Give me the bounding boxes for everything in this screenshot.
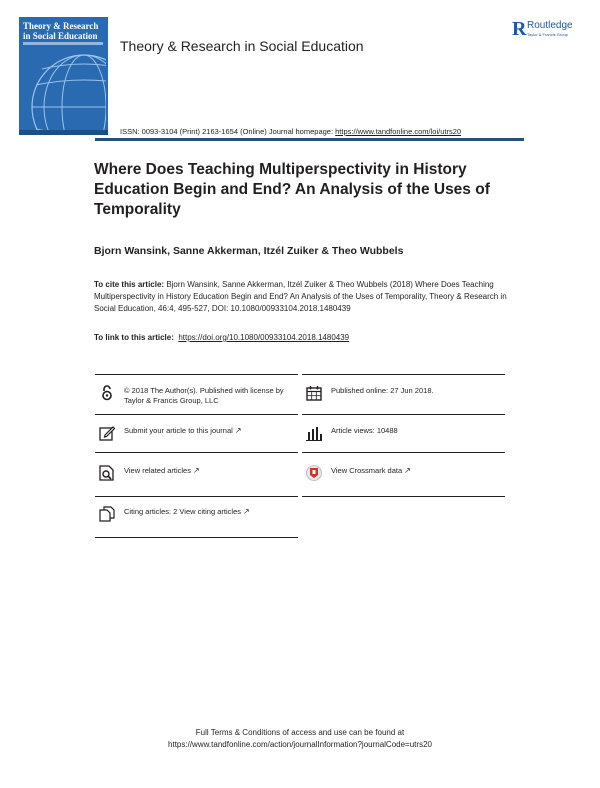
grid-divider xyxy=(95,452,298,453)
grid-divider xyxy=(95,537,298,538)
published-date: Published online: 27 Jun 2018. xyxy=(331,386,434,395)
external-link-icon: ↗ xyxy=(243,507,250,516)
routledge-r-icon: R xyxy=(512,18,527,40)
cover-strip xyxy=(23,42,103,45)
journal-name: Theory & Research in Social Education xyxy=(120,38,364,54)
article-authors: Bjorn Wansink, Sanne Akkerman, Itzél Zuiker & Theo Wubbels xyxy=(94,245,404,257)
grid-divider xyxy=(302,496,505,497)
citation-block xyxy=(94,279,514,315)
grid-divider xyxy=(302,414,505,415)
bar-chart-icon xyxy=(306,425,322,441)
edit-icon xyxy=(99,425,115,441)
citing-label: Citing articles: 2 View citing articles xyxy=(124,507,241,516)
related-label: View related articles xyxy=(124,466,191,475)
grid-divider xyxy=(95,374,298,375)
external-link-icon: ↗ xyxy=(404,466,411,475)
search-document-icon xyxy=(99,465,115,481)
submit-label: Submit your article to this journal xyxy=(124,426,233,435)
footer-url[interactable]: https://www.tandfonline.com/action/journalInformation?journalCode=utrs20 xyxy=(168,740,432,749)
external-link-icon: ↗ xyxy=(234,426,242,435)
citing-articles-icon xyxy=(99,506,115,522)
cover-globe-graphic xyxy=(22,49,106,131)
grid-divider xyxy=(95,496,298,497)
citation-label: To cite this article: xyxy=(94,280,165,289)
grid-divider xyxy=(302,374,505,375)
citation-text: Bjorn Wansink, Sanne Akkerman, Itzél Zuiker & Theo Wubbels (2018) Where Does Teaching Multiperspectivity in History Education Begin and End? An Analysis of the Uses of Temporality, Theory & Research in Social Education, 46:4, 495-527, DOI: xyxy=(94,280,507,313)
footer xyxy=(0,727,600,751)
header-rule xyxy=(95,138,524,141)
link-label: To link to this article: xyxy=(94,333,174,342)
crossmark-icon xyxy=(306,465,322,481)
license-text: © 2018 The Author(s). Published with license by Taylor & Francis Group, LLC xyxy=(124,386,284,405)
logo-tagline: Taylor & Francis Group xyxy=(527,32,568,37)
issn-line xyxy=(120,127,461,136)
related-articles-link[interactable] xyxy=(124,466,294,476)
cover-title: Theory & Research in Social Education xyxy=(23,21,99,41)
grid-divider xyxy=(302,452,505,453)
grid-divider xyxy=(95,414,298,415)
external-link-icon: ↗ xyxy=(192,466,200,475)
issn-text: ISSN: 0093-3104 (Print) 2163-1654 (Online) Journal homepage: xyxy=(120,127,336,136)
link-line xyxy=(94,333,349,342)
article-views: Article views: 10488 xyxy=(331,426,398,435)
footer-terms: Full Terms & Conditions of access and use can be found at xyxy=(195,728,405,737)
crossmark-label: View Crossmark data xyxy=(331,466,403,475)
submit-article-link[interactable] xyxy=(124,426,294,436)
doi-link[interactable]: https://doi.org/10.1080/00933104.2018.1480439 xyxy=(178,333,350,342)
open-access-icon xyxy=(99,385,115,401)
article-title: Where Does Teaching Multiperspectivity in History Education Begin and End? An Analysis of the Uses of Temporality xyxy=(94,161,490,218)
journal-cover xyxy=(19,17,108,135)
logo-name: Routledge xyxy=(527,20,573,31)
citation-doi: 10.1080/00933104.2018.1480439 xyxy=(230,304,351,313)
cover-edge xyxy=(19,130,108,135)
journal-homepage-link[interactable]: https://www.tandfonline.com/loi/utrs20 xyxy=(335,127,462,136)
crossmark-link[interactable] xyxy=(331,466,501,476)
calendar-icon xyxy=(306,385,322,401)
citing-articles-link[interactable] xyxy=(124,507,294,517)
